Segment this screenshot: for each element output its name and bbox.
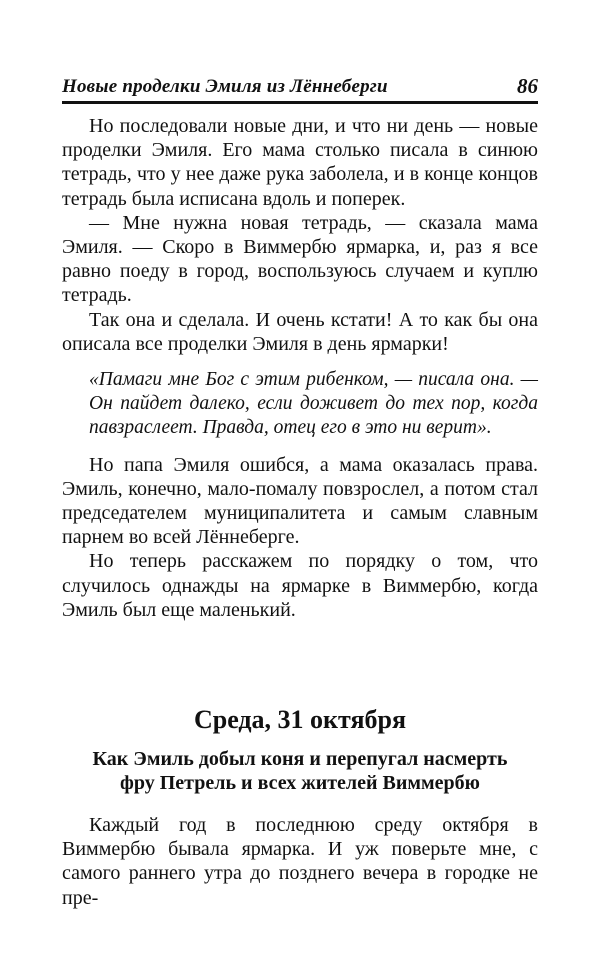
paragraph: Каждый год в последнюю среду октября в Виммербю бывала ярмарка. И уж поверьте мне, с самого раннего утра до позднего вечера в городке не пре- <box>62 814 538 909</box>
page-number: 86 <box>517 74 538 98</box>
chapter-subtitle <box>62 747 538 795</box>
header-rule <box>62 101 538 104</box>
paragraph: Но последовали новые дни, и что ни день — новые проделки Эмиля. Его мама столько писала в синюю тетрадь, что у нее даже рука заболела, и в конце концов тетрадь была исписана вдоль и поперек. <box>62 115 538 210</box>
page-header <box>62 72 538 102</box>
paragraph: Но теперь расскажем по порядку о том, что случилось однажды на ярмарке в Виммербю, когда Эмиль был еще маленький. <box>62 550 538 621</box>
chapter-subtitle-line: фру Петрель и всех жителей Виммербю <box>120 772 480 794</box>
chapter-subtitle-line: Как Эмиль добыл коня и перепугал насмерть <box>92 748 508 770</box>
chapter-title: Среда, 31 октября <box>193 705 407 734</box>
diary-quote: «Памаги мне Бог с этим рибенком, — писала она. — Он пайдет далеко, если доживет до тех пор, когда павзраслеет. Правда, отец его в это ни верит». <box>89 369 538 439</box>
chapter-text <box>62 813 538 910</box>
running-title: Новые проделки Эмиля из Лённеберги <box>62 76 388 97</box>
paragraph: Но папа Эмиля ошибся, а мама оказалась права. Эмиль, конечно, мало-помалу повзрослел, а потом стал председателем муниципалитета и самым славным парнем во всей Лённеберге. <box>62 453 538 549</box>
paragraph: — Мне нужна новая тетрадь, — сказала мама Эмиля. — Скоро в Виммербю ярмарка, и, раз я все равно поеду в город, воспользуюсь случаем и куплю тетрадь. <box>62 211 538 307</box>
paragraph: Так она и сделала. И очень кстати! А то как бы она описала все проделки Эмиля в день ярмарки! <box>62 308 538 355</box>
main-text <box>62 114 538 622</box>
